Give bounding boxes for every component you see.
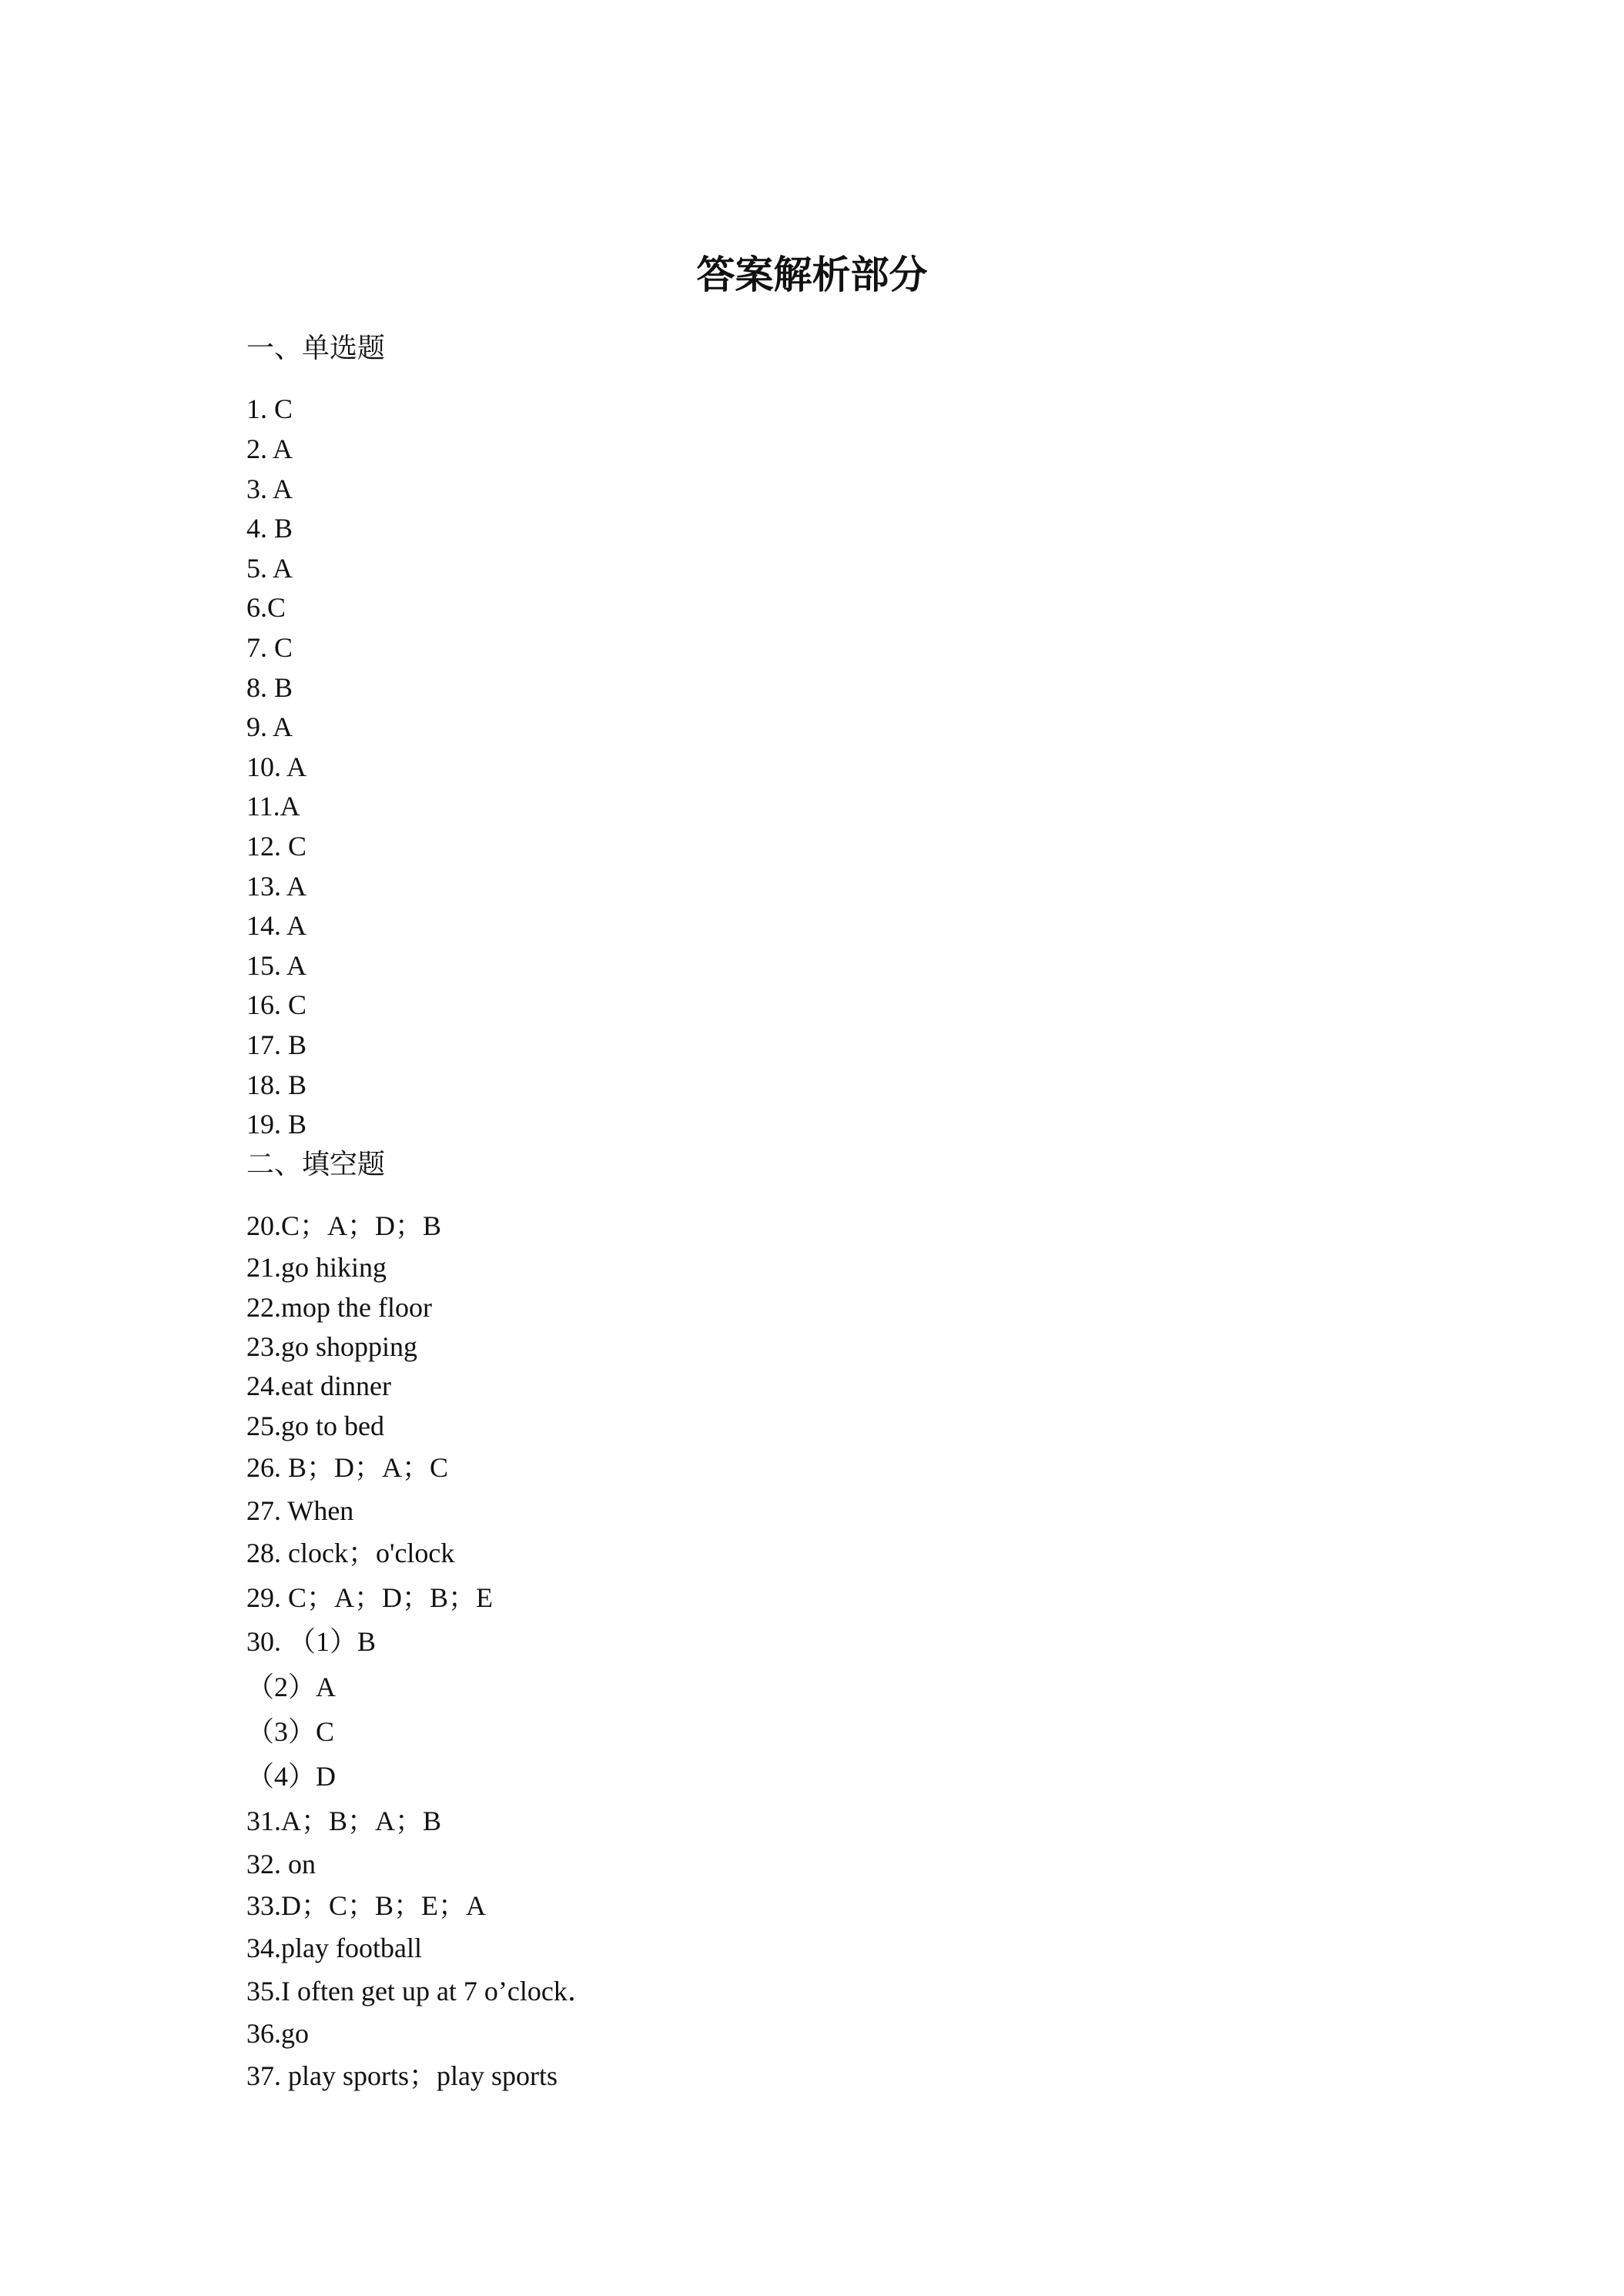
answer-line: 1. C [246,393,293,424]
answer-line: 27. When [246,1495,354,1526]
answer-line: 26. B；D；A；C [246,1452,449,1483]
answer-line: 31.A；B；A；B [246,1806,442,1836]
answer-line: 14. A [246,910,307,941]
answer-line: 8. B [246,672,293,703]
answer-line: 28. clock；o'clock [246,1538,455,1568]
answer-line: 16. C [246,989,307,1020]
answer-line: 19. B [246,1109,307,1140]
answer-line: 11.A [246,791,300,822]
answer-line: 29. C；A；D；B；E [246,1582,494,1613]
answer-line: 30. （1）B [246,1626,377,1657]
page-title: 答案解析部分 [696,253,928,297]
answer-line: 4. B [246,513,293,544]
answer-line: 20.C；A；D；B [246,1210,442,1241]
answer-line: 7. C [246,632,293,663]
answer-line: 33.D；C；B；E；A [246,1890,487,1921]
answer-line: 3. A [246,474,293,504]
answer-line: 9. A [246,711,293,742]
answer-line: 17. B [246,1029,307,1060]
answer-line: 18. B [246,1069,307,1100]
answer-line: 37. play sports；play sports [246,2060,558,2091]
answer-line: 15. A [246,950,307,981]
answer-line: 6.C [246,592,286,623]
answer-line: 35.I often get up at 7 o’clock． [246,1976,595,2006]
answer-line: （2）A [246,1672,336,1702]
answer-line: 36.go [246,2018,309,2049]
answer-line: 21.go hiking [246,1252,387,1283]
answer-line: 10. A [246,751,307,782]
answer-line: （3）C [246,1716,335,1747]
answer-line: 13. A [246,871,307,902]
answer-line: 12. C [246,831,307,862]
answer-line: 24.eat dinner [246,1371,391,1401]
answer-line: 34.play football [246,1933,422,1963]
answer-line: 2. A [246,433,293,464]
answer-line: 23.go shopping [246,1331,418,1362]
answer-line: 25.go to bed [246,1411,384,1441]
answer-line: 5. A [246,553,293,584]
section-heading-single-choice: 一、单选题 [246,333,386,363]
answer-line: 22.mop the floor [246,1292,432,1323]
answer-line: 32. on [246,1849,316,1879]
answer-line: （4）D [246,1761,336,1792]
section-heading-fill-blank: 二、填空题 [246,1149,386,1180]
